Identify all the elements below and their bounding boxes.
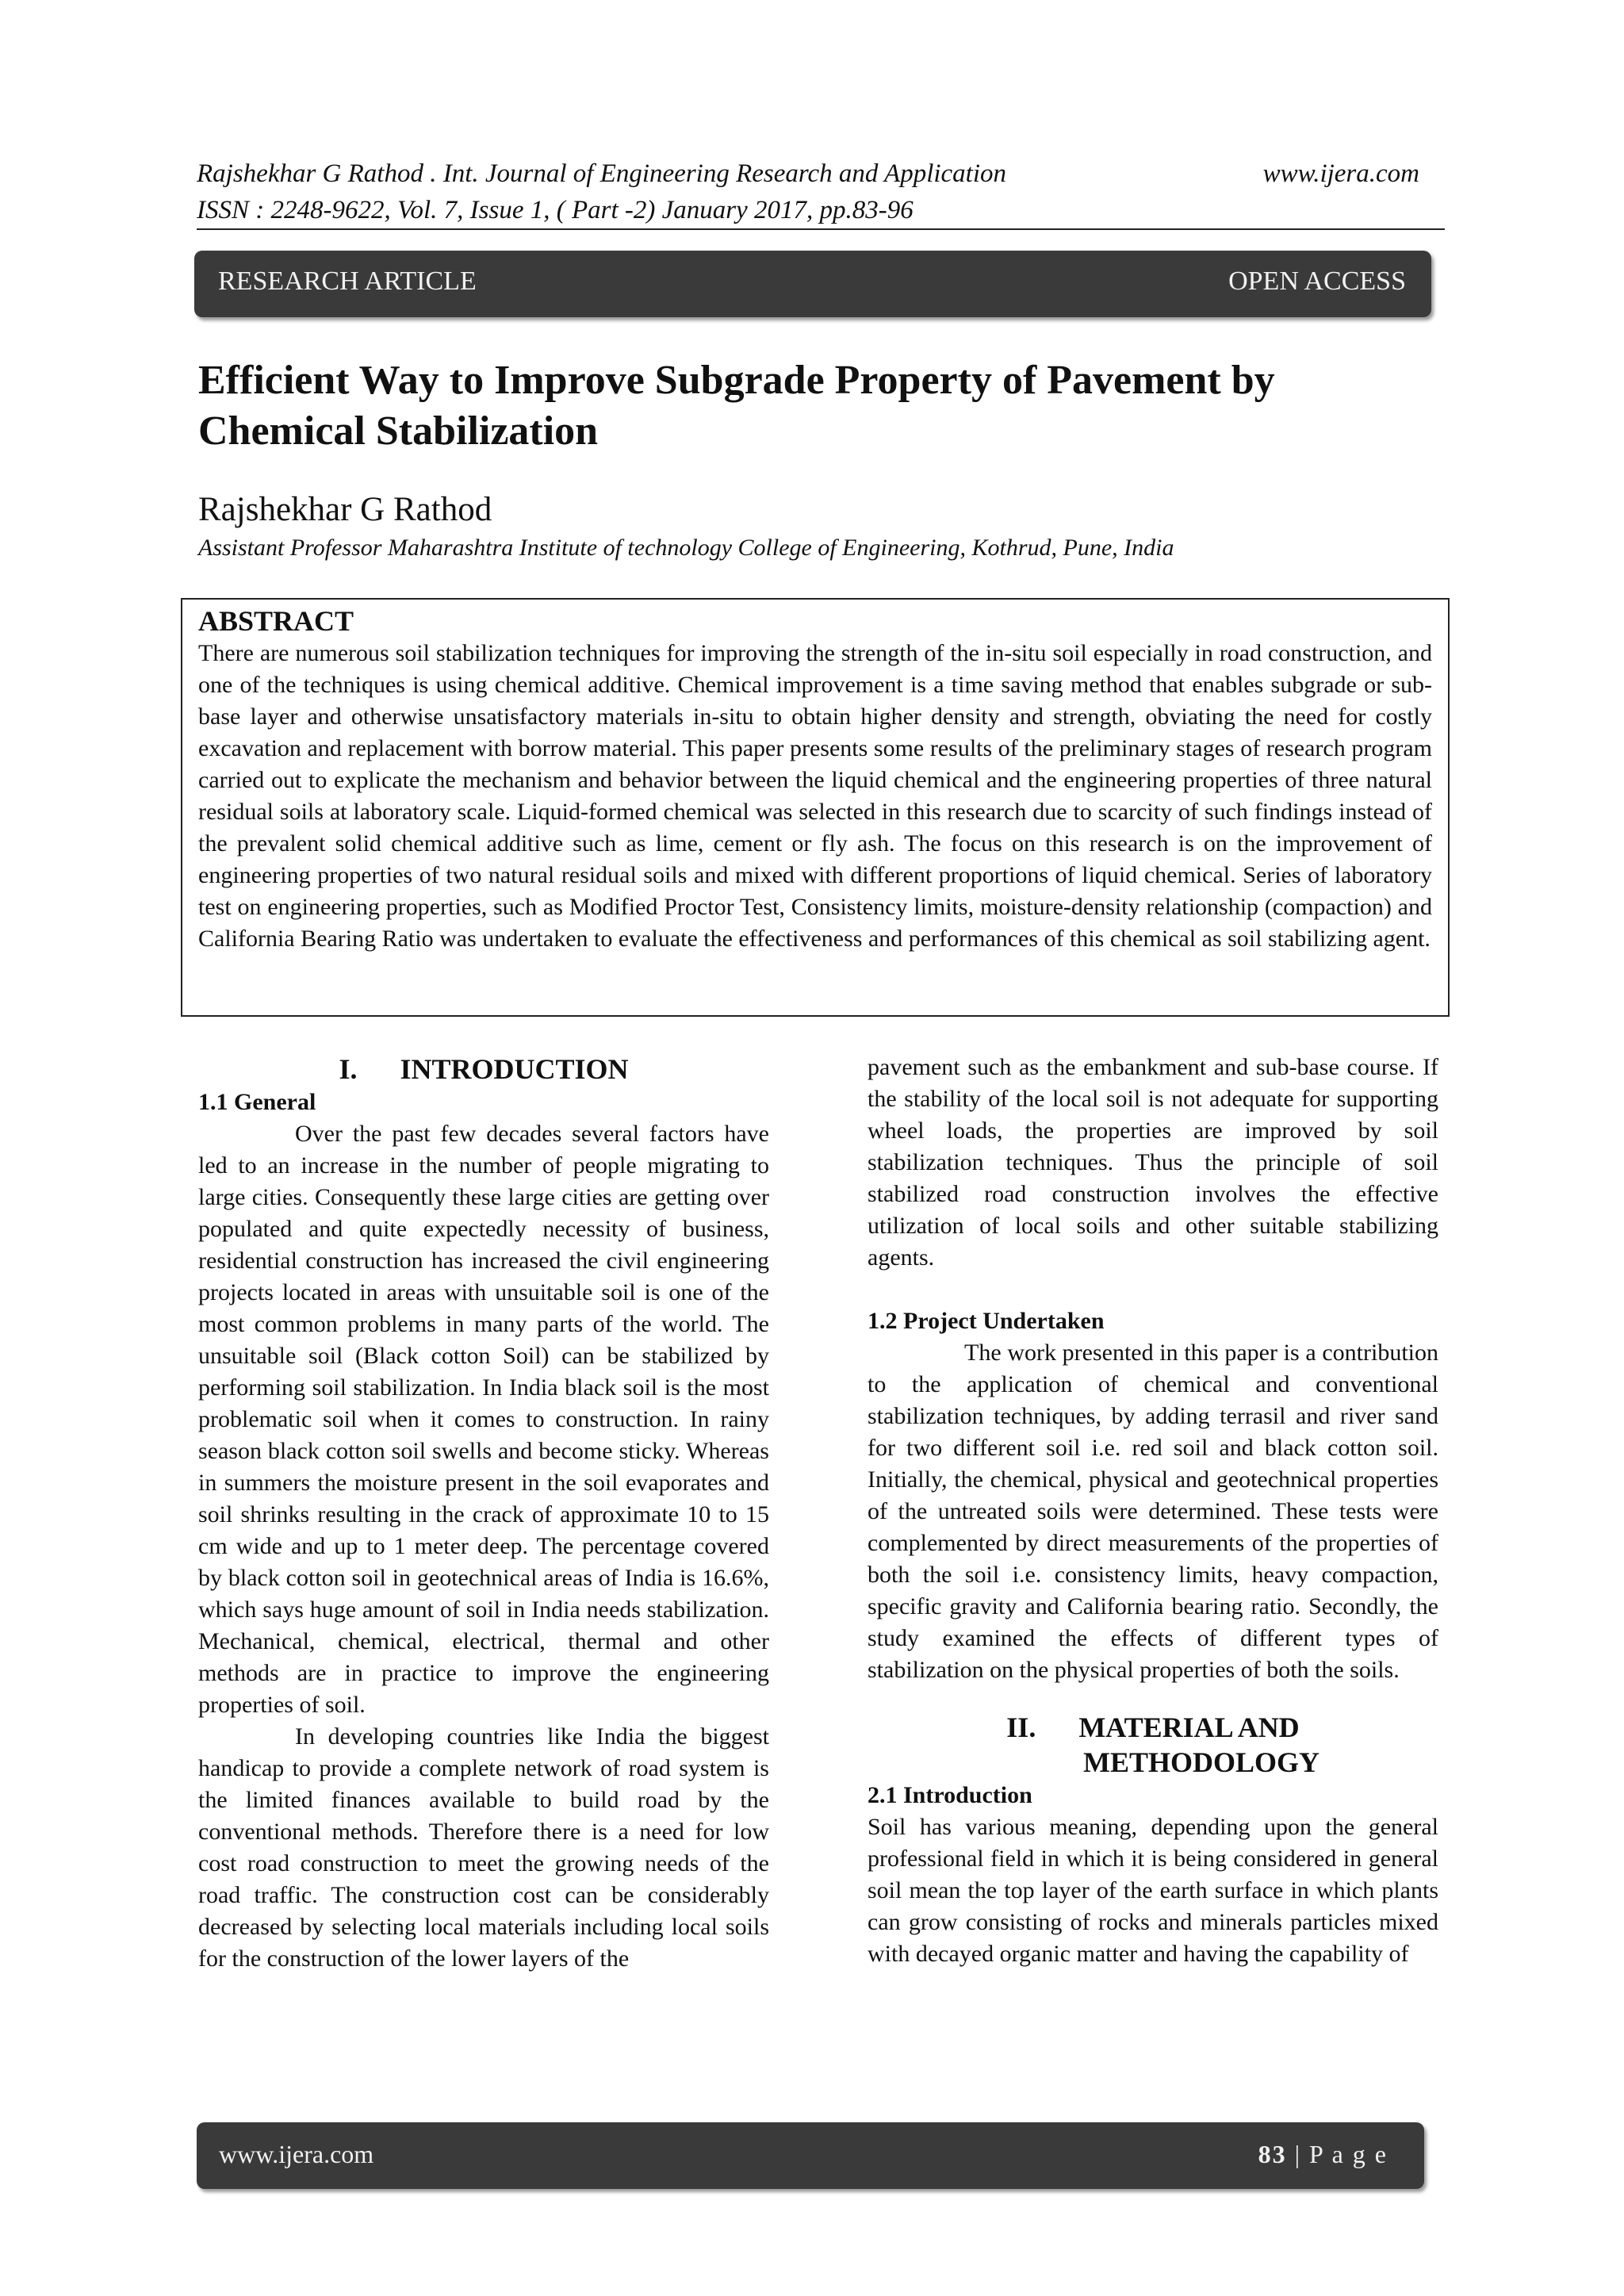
open-access-label: OPEN ACCESS bbox=[1228, 266, 1406, 296]
header-citation: Rajshekhar G Rathod . Int. Journal of Engineering Research and Application bbox=[197, 159, 1007, 188]
footer-website[interactable]: www.ijera.com bbox=[219, 2140, 374, 2168]
page-number bbox=[1258, 2140, 1388, 2169]
section-heading-material-line-1: II. MATERIAL AND bbox=[1006, 1711, 1300, 1743]
paragraph-general-1: Over the past few decades several factors have led to an increase in the number of people migrating to large cities. Consequently these large cities are getting over populated and quite expectedly necessity of business, residential construction has increased the civil engineering projects located in areas with unsuitable soil is one of the most common problems in many parts of the world. The unsuitable soil (Black cotton Soil) can be stabilized by performing soil stabilization. In India black soil is the most problematic soil when it comes to construction. In rainy season black cotton soil swells and become sticky. Whereas in summers the moisture present in the soil evaporates and soil shrinks resulting in the crack of approximate 10 to 15 cm wide and up to 1 meter deep. The percentage covered by black cotton soil in geotechnical areas of India is 16.6%, which says huge amount of soil in India needs stabilization. Mechanical, chemical, electrical, thermal and other methods are in practice to improve the engineering properties of soil. bbox=[198, 1121, 769, 1718]
header-divider bbox=[197, 228, 1445, 230]
research-article-label: RESEARCH ARTICLE bbox=[218, 266, 477, 296]
author-affiliation: Assistant Professor Maharashtra Institute of technology College of Engineering, Kothrud, Pune, India bbox=[198, 535, 1174, 561]
running-header bbox=[197, 155, 1006, 228]
paragraph-project-undertaken: The work presented in this paper is a contribution to the application of chemical and conventional stabilization techniques, by adding terrasil and river sand for two different soil i.e. red soil and black cotton soil. Initially, the chemical, physical and geotechnical properties of the untreated soils were determined. These tests were complemented by direct measurements of the properties of both the soil i.e. consistency limits, heavy compaction, specific gravity and California bearing ratio. Secondly, the study examined the effects of different types of stabilization on the physical properties of both the soils. bbox=[868, 1340, 1438, 1683]
paragraph-general-2: In developing countries like India the biggest handicap to provide a complete network of road system is the limited finances available to build road by the conventional methods. Therefore there is a need for low cost road construction to meet the growing needs of the road traffic. The construction cost can be considerably decreased by selecting local materials including local soils for the construction of the lower layers of the bbox=[198, 1723, 769, 1972]
subheading-introduction: 2.1 Introduction bbox=[868, 1782, 1032, 1808]
abstract-text: There are numerous soil stabilization techniques for improving the strength of the in-situ soil especially in road construction, and one of the techniques is using chemical additive. Chemical improvement is a time saving method that enables subgrade or sub-base layer and otherwise unsatisfactory materials in-situ to obtain higher density and strength, obviating the need for costly excavation and replacement with borrow material. This paper presents some results of the preliminary stages of research program carried out to explicate the mechanism and behavior between the liquid chemical and the engineering properties of three natural residual soils at laboratory scale. Liquid-formed chemical was selected in this research due to scarcity of such findings instead of the prevalent solid chemical additive such as lime, cement or fly ash. The focus on this research is on the improvement of engineering properties of two natural residual soils and mixed with different proportions of liquid chemical. Series of laboratory test on engineering properties, such as Modified Proctor Test, Consistency limits, moisture-density relationship (compaction) and California Bearing Ratio was undertaken to evaluate the effectiveness and performances of this chemical as soil stabilizing agent. bbox=[198, 640, 1432, 952]
subheading-general: 1.1 General bbox=[198, 1089, 316, 1115]
article-type-banner bbox=[194, 251, 1431, 317]
header-issn: ISSN : 2248-9622, Vol. 7, Issue 1, ( Part -2) January 2017, pp.83-96 bbox=[197, 196, 914, 224]
abstract-heading: ABSTRACT bbox=[198, 605, 354, 637]
page-footer bbox=[197, 2122, 1424, 2189]
paper-title bbox=[198, 355, 1435, 457]
subheading-project-undertaken: 1.2 Project Undertaken bbox=[868, 1308, 1105, 1334]
section-heading-introduction: I. INTRODUCTION bbox=[339, 1053, 629, 1085]
section-heading-material-line-2: METHODOLOGY bbox=[1082, 1746, 1320, 1778]
left-column bbox=[198, 1052, 769, 1975]
author-name: Rajshekhar G Rathod bbox=[198, 491, 492, 528]
paper-title-line-2: Chemical Stabilization bbox=[198, 408, 599, 454]
paper-title-line-1: Efficient Way to Improve Subgrade Property of Pavement by bbox=[198, 358, 1275, 403]
paragraph-continued: pavement such as the embankment and sub-base course. If the stability of the local soil is not adequate for supporting wheel loads, the properties are improved by soil stabilization techniques. Thus the principle of soil stabilized road construction involves the effective utilization of local soils and other suitable stabilizing agents. bbox=[868, 1054, 1438, 1271]
page-number-label: | P a g e bbox=[1286, 2140, 1388, 2168]
header-website[interactable]: www.ijera.com bbox=[1262, 159, 1419, 188]
page-number-value: 83 bbox=[1258, 2140, 1287, 2168]
right-column bbox=[868, 1052, 1438, 1970]
paragraph-introduction: Soil has various meaning, depending upon the general professional field in which it is being considered in general soil mean the top layer of the earth surface in which plants can grow consisting of rocks and minerals particles mixed with decayed organic matter and having the capability of bbox=[868, 1814, 1438, 1967]
abstract-box bbox=[181, 598, 1450, 1017]
